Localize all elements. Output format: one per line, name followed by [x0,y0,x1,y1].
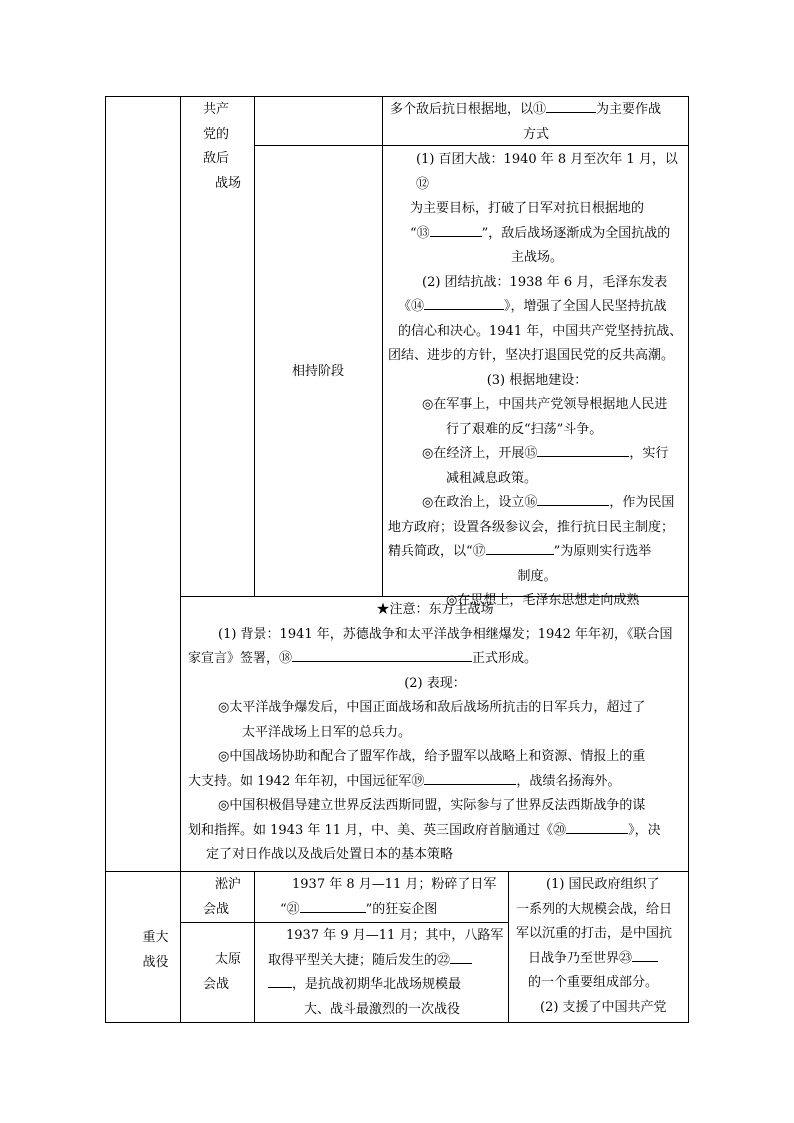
text-line: (2) 表现： [404,675,466,691]
text-line: ◎中国积极倡导建立世界反法西斯同盟，实际参与了世界反法西斯战争的谋 [218,798,646,813]
text-line: (1) 背景：1941 年，苏德战争和太平洋战争相继爆发；1942 年年初，《联合国 [218,626,673,642]
label-line: 党的 [203,126,230,142]
text-segment: 》，决 [628,822,661,838]
text-line: 行了艰难的反“扫荡”斗争。 [446,421,603,437]
text-line: 方式 [522,126,549,142]
text-line: 主战场。 [510,250,563,265]
text-segment: 日战争乃至世界㉓ [528,950,633,966]
table-line [382,96,383,597]
text-line: 军以沉重的打击，是中国抗 [516,926,673,941]
text-segment: 《⑭ [398,299,425,314]
stalemate-content [388,148,686,614]
text-line [386,98,686,123]
taiyuan-content [258,924,506,1022]
text-line: 定了对日作战以及战后处置日本的基本策略 [206,847,454,862]
text-segment: “⑬ [410,225,430,241]
text-line [258,949,506,974]
text-segment: 正式形成。 [472,651,538,666]
table-border-right [688,96,689,1023]
text-segment: ”为原则实行选举 [553,544,652,559]
note-title: ★注意：东方主战场 [376,602,494,617]
text-line [388,491,686,516]
text-line [388,540,686,565]
table-border-left [105,96,106,1023]
table-line [180,922,508,923]
battle-significance [512,873,687,1020]
text-line: ◎在思想上，毛泽东思想走向成熟 [446,593,640,608]
text-line [388,222,686,247]
table-line [254,871,255,1023]
text-segment: 》，增强了全国人民坚持抗战 [504,299,667,314]
blank-19 [424,770,516,785]
label-line: 会战 [203,901,230,917]
table-border-bottom [105,1022,689,1023]
text-segment: 为主要作战 [596,102,662,117]
blank-18 [292,647,472,662]
table-border-top [105,96,689,97]
top-row-content [386,98,686,147]
text-line: (1) 国民政府组织了 [546,877,660,892]
text-line [258,898,506,923]
label-major-battles [106,926,179,975]
text-segment: ◎在政治上，设立⑯ [422,495,538,510]
blank-20 [566,819,628,834]
label-line: 太原 [215,952,242,967]
text-line: 的信心和决心。1941 年，中国共产党坚持抗战、 [398,323,683,339]
label-line: 敌后 [203,151,230,166]
text-line: (2) 支援了中国共产党 [540,999,667,1015]
blank-14 [424,295,504,310]
text-line: 太平洋战场上日军的总兵力。 [242,724,412,740]
text-line [184,770,686,795]
text-line [388,442,686,467]
text-line: ◎中国战场协助和配合了盟军作战，给予盟军以战略上和资源、情报上的重 [218,749,646,764]
text-segment: ，实行 [629,446,669,461]
blank-16 [537,491,609,506]
text-segment: 划和指挥。如 1943 年 11 月，中、美、英三国政府首脑通过《⑳ [188,822,567,838]
text-segment: 精兵简政，以“⑰ [388,544,486,559]
text-line: 1937 年 8 月—11 月；粉碎了日军 [292,877,497,892]
label-line: 战役 [142,954,169,970]
text-segment: 取得平型关大捷；随后发生的㉒ [268,952,451,968]
text-segment: “㉑ [280,901,300,917]
text-segment: 大支持。如 1942 年年初，中国远征军⑲ [188,773,425,789]
blank-13 [430,222,482,237]
text-line: 大、战斗最激烈的一次战役 [304,1001,461,1017]
blank-15 [537,442,629,457]
label-line: 淞沪 [215,877,242,892]
text-line [184,819,686,844]
text-line: ◎在军事上，中国共产党领导根据地人民进 [422,397,668,412]
text-line: (3) 根据地建设： [486,372,588,388]
label-communist-battlefield [181,98,253,196]
text-segment: ”，敌后战场逐渐成为全国抗战的 [481,225,671,241]
text-line: 的一个重要组成部分。 [528,975,659,990]
text-line [388,295,686,320]
label-line: 重大 [142,930,169,945]
note-eastern-battlefield [184,598,686,868]
label-stalemate-stage: 相持阶段 [291,364,344,379]
label-taiyuan-battle [181,948,253,997]
text-line [512,947,687,972]
label-line: 战场 [215,175,242,191]
text-line: ◎太平洋战争爆发后，中国正面战场和敌后战场所抗击的日军兵力，超过了 [218,700,646,715]
text-segment: 多个敌后抗日根据地，以⑪ [390,102,547,117]
text-line [258,973,506,998]
label-line: 会战 [203,976,230,992]
blank-22 [450,949,472,964]
table-line [105,871,689,872]
songhu-content [258,873,506,922]
text-line: (2) 团结抗战：1938 年 6 月，毛泽东发表 [422,274,668,290]
text-segment: ，作为民国 [609,495,675,510]
text-segment: ，是抗战初期华北战场规模最 [292,977,462,992]
label-line: 共产 [203,102,230,117]
blank-17 [486,540,554,555]
blank-11 [546,98,596,113]
text-line: 团结、进步的方针，坚决打退国民党的反共高潮。 [388,348,675,363]
label-songhu-battle [181,873,253,922]
text-line: 地方政府；设置各级参议会，推行抗日民主制度； [388,519,675,535]
text-segment: ◎在经济上，开展⑮ [422,446,538,461]
table-line [254,96,255,597]
text-line: 一系列的大规模会战，给日 [516,901,673,917]
blank-21 [300,898,366,913]
text-line: 为主要目标，打破了日军对抗日根据地的 [410,201,645,216]
text-line: 1937 年 9 月—11 月；其中，八路军 [286,928,504,943]
table-line [508,871,509,1023]
text-line [184,647,686,672]
blank-22-cont [268,973,292,988]
text-line: (1) 百团大战：1940 年 8 月至次年 1 月，以⑫ [416,152,678,192]
text-line: 减租减息政策。 [446,470,538,486]
text-line: 制度。 [517,568,557,584]
text-segment: ”的狂妄企图 [365,901,438,917]
text-segment: ，战绩名扬海外。 [516,773,621,789]
text-segment: 家宣言》签署，⑱ [188,651,293,666]
blank-23 [632,947,658,962]
